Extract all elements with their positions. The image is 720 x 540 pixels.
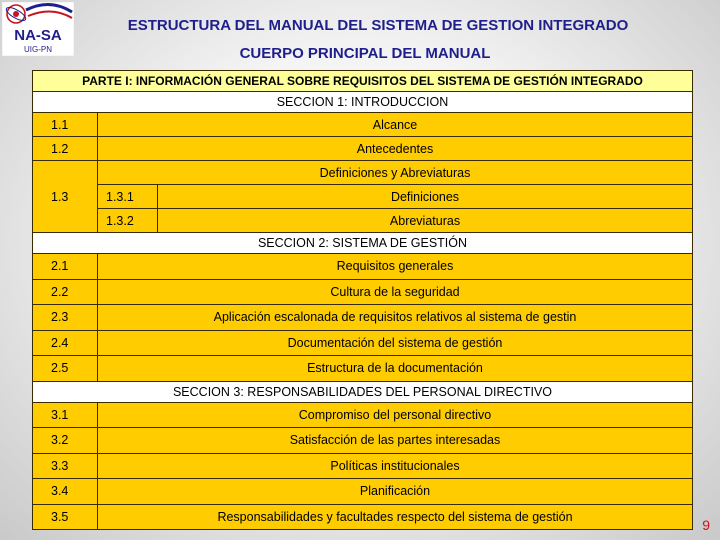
slide-number: 9 [702,517,710,533]
item-number: 2.2 [33,279,98,305]
item-number: 3.1 [33,402,98,428]
section-3-title: SECCION 3: RESPONSABILIDADES DEL PERSONAL DIRECTIVO [33,381,693,402]
item-title: Requisitos generales [98,254,693,280]
subitem-title: Abreviaturas [158,209,693,233]
table-row [33,402,693,428]
logo-subtext: UIG-PN [24,45,52,54]
table-row [33,428,693,454]
table-row [33,453,693,479]
part-title: PARTE I: INFORMACIÓN GENERAL SOBRE REQUISITOS DEL SISTEMA DE GESTIÓN INTEGRADO [33,71,693,92]
item-title: Responsabilidades y facultades respecto del sistema de gestión [98,504,693,530]
item-title: Estructura de la documentación [98,356,693,382]
item-number: 2.3 [33,305,98,331]
subitem-title: Definiciones [158,185,693,209]
item-title: Planificación [98,479,693,505]
page-subtitle: CUERPO PRINCIPAL DEL MANUAL [239,45,491,62]
item-number: 1.1 [33,113,98,137]
manual-structure-table [32,70,693,530]
item-title: Cultura de la seguridad [98,279,693,305]
item-title: Definiciones y Abreviaturas [98,161,693,185]
item-number: 3.4 [33,479,98,505]
table-row [33,305,693,331]
item-number: 2.5 [33,356,98,382]
subitem-number: 1.3.2 [98,209,158,233]
table-row [33,113,693,137]
section-row [33,233,693,254]
part-row [33,71,693,92]
item-number: 1.2 [33,137,98,161]
section-1-title: SECCION 1: INTRODUCCION [33,92,693,113]
table-row [33,356,693,382]
table-row [33,185,693,209]
item-number: 2.1 [33,254,98,280]
item-number: 3.2 [33,428,98,454]
item-title: Alcance [98,113,693,137]
item-title: Compromiso del personal directivo [98,402,693,428]
item-title: Antecedentes [98,137,693,161]
section-row [33,381,693,402]
table-row [33,254,693,280]
table-row [33,479,693,505]
item-number: 3.3 [33,453,98,479]
item-title: Satisfacción de las partes interesadas [98,428,693,454]
item-number: 3.5 [33,504,98,530]
item-title: Políticas institucionales [98,453,693,479]
table-row [33,279,693,305]
table-row [33,209,693,233]
logo-text: NA-SA [14,27,62,44]
table-row [33,504,693,530]
table-row [33,161,693,185]
subitem-number: 1.3.1 [98,185,158,209]
item-number: 2.4 [33,330,98,356]
table-row [33,330,693,356]
item-title: Aplicación escalonada de requisitos relativos al sistema de gestin [98,305,693,331]
section-2-title: SECCION 2: SISTEMA DE GESTIÓN [33,233,693,254]
section-row [33,92,693,113]
item-number: 1.3 [33,161,98,233]
page-title: ESTRUCTURA DEL MANUAL DEL SISTEMA DE GESTION INTEGRADO [127,17,629,34]
table-row [33,137,693,161]
item-title: Documentación del sistema de gestión [98,330,693,356]
